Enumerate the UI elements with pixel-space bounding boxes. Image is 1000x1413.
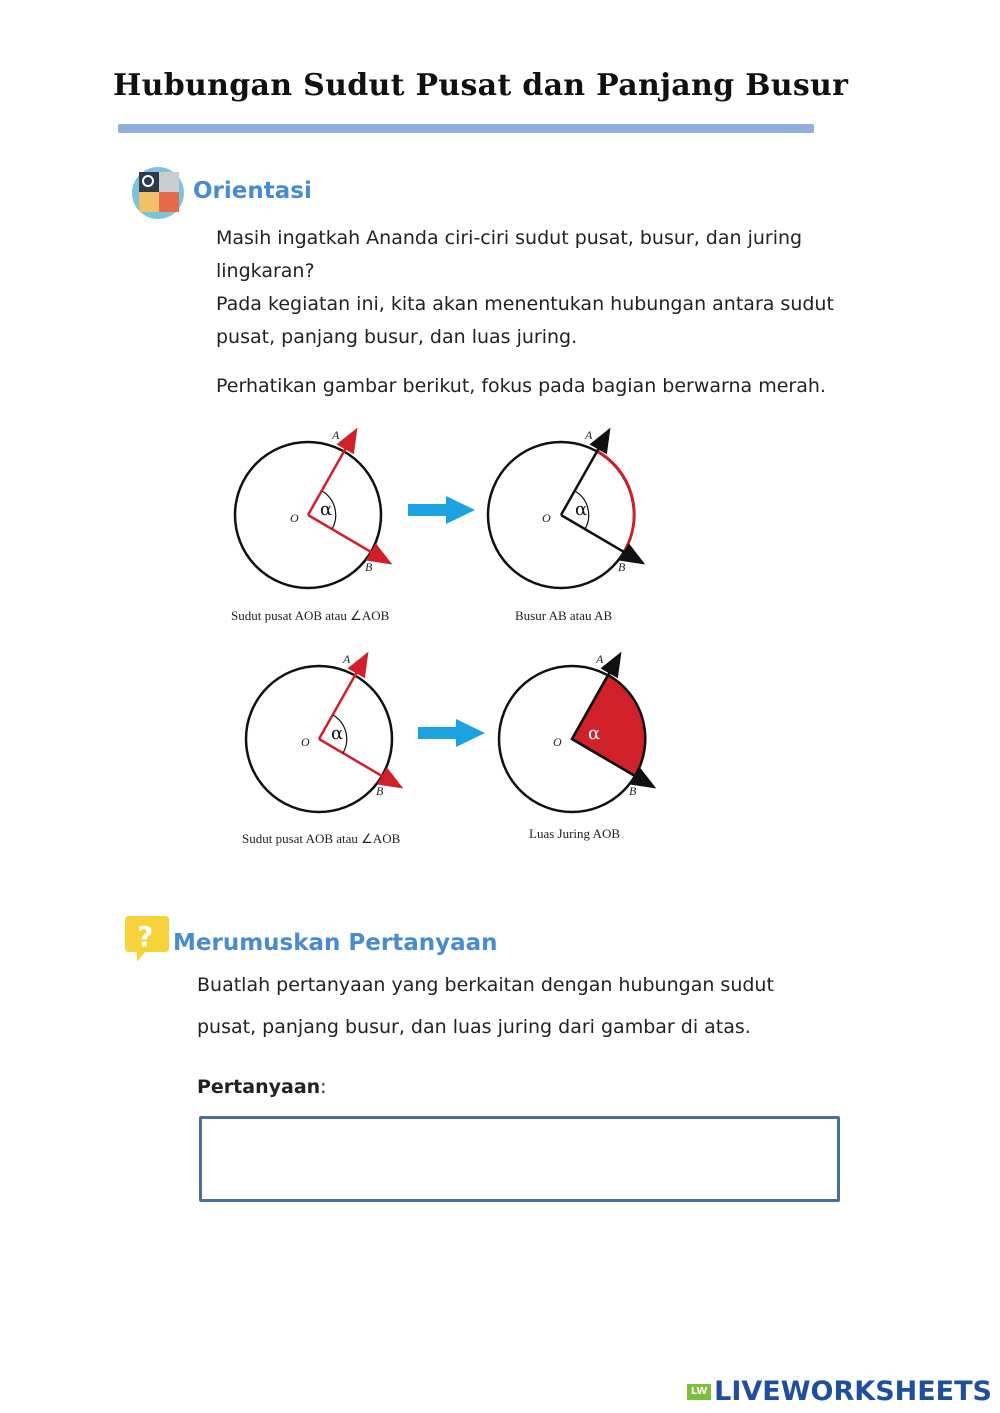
section-heading-pertanyaan: Merumuskan Pertanyaan (173, 930, 498, 956)
svg-text:A: A (585, 428, 593, 442)
orientasi-paragraph-2: Pada kegiatan ini, kita akan menentukan hubungan antara sudut pusat, panjang busur, dan luas juring. (216, 293, 834, 348)
svg-text:B: B (629, 784, 637, 798)
svg-text:O: O (553, 735, 562, 749)
right-arrow-icon (408, 496, 475, 524)
right-arrow-icon (418, 719, 485, 747)
svg-text:O: O (290, 511, 299, 525)
answer-label (197, 1071, 327, 1104)
svg-text:α: α (320, 499, 333, 520)
page-title: Hubungan Sudut Pusat dan Panjang Busur (113, 68, 849, 103)
answer-label-text: Pertanyaan (197, 1076, 321, 1098)
svg-text:α: α (588, 723, 601, 744)
diagram-central-angle-1 (235, 428, 388, 588)
caption-central-angle-2: Sudut pusat AOB atau ∠AOB (242, 831, 401, 846)
svg-text:O: O (542, 511, 551, 525)
diagram-sector (499, 652, 652, 812)
orientasi-paragraph-3: Perhatikan gambar berikut, fokus pada bagian berwarna merah. (216, 375, 826, 397)
svg-text:A: A (596, 652, 604, 666)
answer-input[interactable] (199, 1116, 840, 1202)
caption-arc: Busur AB atau AB (515, 608, 613, 623)
caption-sector: Luas Juring AOB (529, 826, 620, 841)
question-mark-icon (123, 914, 171, 964)
orientasi-paragraph-1: Masih ingatkah Ananda ciri-ciri sudut pusat, busur, dan juring lingkaran? (216, 227, 803, 282)
diagram-central-angle-2 (246, 652, 399, 812)
logo-badge: LW (687, 1384, 711, 1400)
logo-text: LIVEWORKSHEETS (714, 1376, 992, 1407)
svg-text:O: O (301, 735, 310, 749)
svg-text:A: A (332, 428, 340, 442)
svg-text:B: B (365, 560, 373, 574)
pertanyaan-paragraph-2: pusat, panjang busur, dan luas juring dari gambar di atas. (197, 1016, 751, 1038)
section-heading-orientasi: Orientasi (193, 178, 312, 204)
svg-text:B: B (618, 560, 626, 574)
liveworksheets-logo (687, 1376, 992, 1407)
pertanyaan-paragraph-1: Buatlah pertanyaan yang berkaitan dengan hubungan sudut (197, 974, 774, 996)
caption-central-angle-1: Sudut pusat AOB atau ∠AOB (231, 608, 390, 623)
diagram-arc (488, 428, 641, 588)
svg-text:A: A (343, 652, 351, 666)
svg-text:?: ? (137, 920, 154, 953)
answer-label-colon: : (320, 1076, 327, 1098)
svg-text:B: B (376, 784, 384, 798)
svg-text:α: α (575, 499, 588, 520)
svg-text:α: α (331, 723, 344, 744)
